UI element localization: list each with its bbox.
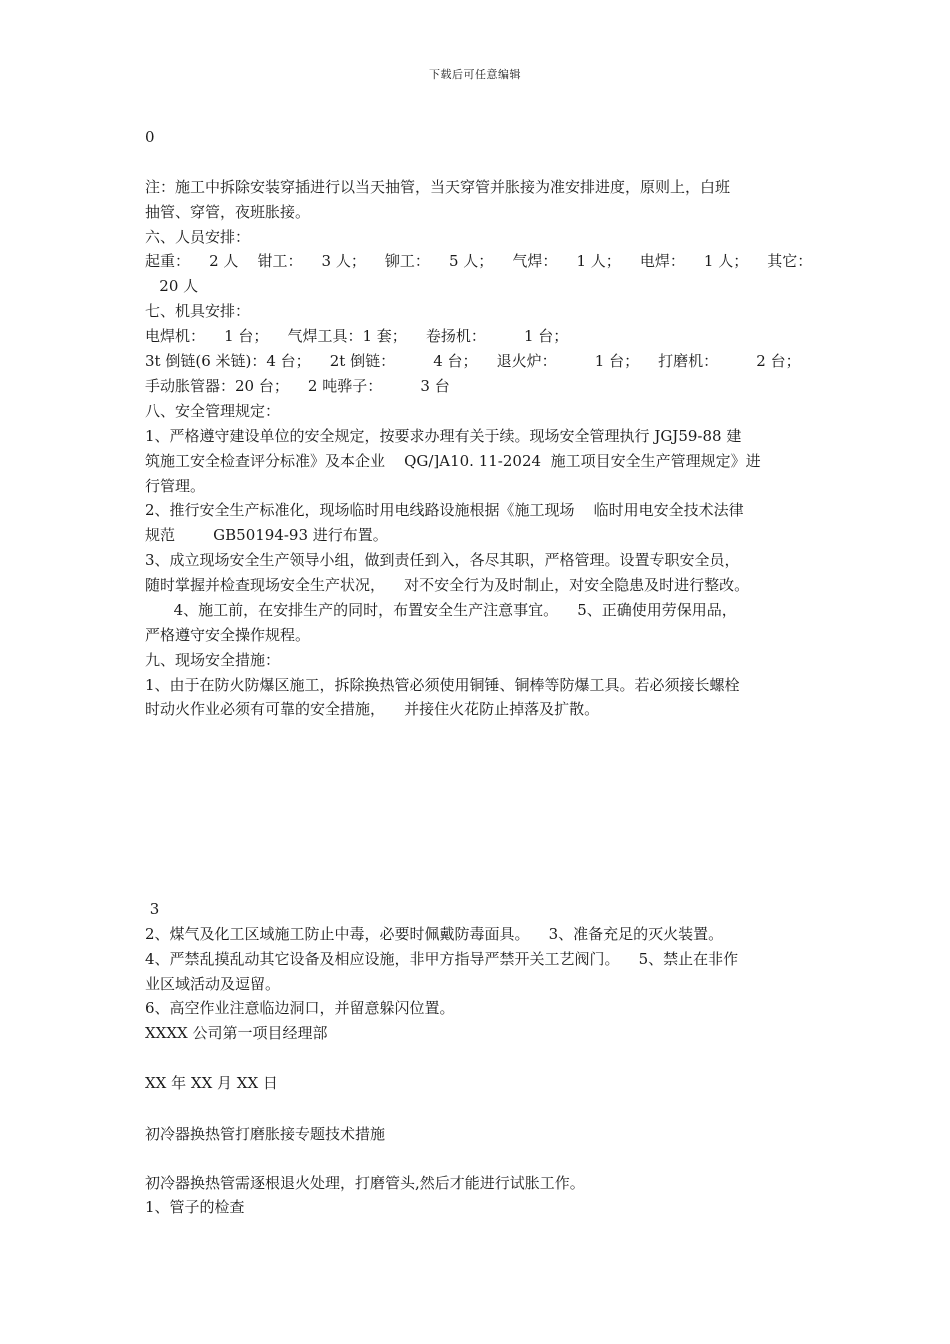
site-safety-1-line-1: 1、由于在防火防爆区施工，拆除换热管必须使用铜锤、铜棒等防爆工具。若必须接长螺栓 — [145, 676, 740, 694]
safety-rule-1-line-1: 1、严格遵守建设单位的安全规定，按要求办理有关于续。现场安全管理执行 JGJ59-88 建 — [145, 427, 742, 445]
equipment-line-2: 3t 倒链(6 米链)：4 台； 2t 倒链： 4 台； 退火炉： 1 台； 打磨机： 2 台； — [145, 352, 801, 370]
section-heading-equipment: 七、机具安排： — [145, 302, 251, 320]
safety-rule-1-line-2: 筑施工安全检查评分标准》及本企业 QG/]A10. 11-2024 施工项目安全生产管理规定》进 — [145, 452, 761, 470]
page-header: 下载后可任意编辑 — [429, 68, 521, 81]
personnel-line-1: 起重： 2 人 钳工： 3 人； 铆工： 5 人； 气焊： 1 人； 电焊： 1 人； 其它： — [145, 252, 813, 270]
safety-rule-2-line-2: 规范 GB50194-93 进行布置。 — [145, 526, 388, 544]
site-safety-4-5-line-2: 业区域活动及逗留。 — [145, 975, 281, 993]
signature-date: XX 年 XX 月 XX 日 — [145, 1074, 278, 1092]
safety-rule-1-line-3: 行管理。 — [145, 477, 206, 495]
section-heading-personnel: 六、人员安排： — [145, 228, 251, 246]
safety-rule-2-line-1: 2、推行安全生产标准化，现场临时用电线路设施根据《施工现场 临时用电安全技术法律 — [145, 501, 744, 519]
equipment-line-3: 手动胀管器：20 台； 2 吨骅子： 3 台 — [145, 377, 450, 395]
site-safety-4-5-line-1: 4、严禁乱摸乱动其它设备及相应设施，非甲方指导严禁开关工艺阀门。 5、禁止在非作 — [145, 950, 739, 968]
intro-paragraph: 初冷器换热管需逐根退火处理，打磨管头,然后才能进行试胀工作。 — [145, 1174, 585, 1192]
page-number-3: 3 — [145, 900, 160, 918]
safety-rule-3-line-1: 3、成立现场安全生产领导小组，做到责任到入，各尽其职，严格管理。设置专职安全员， — [145, 551, 740, 569]
personnel-line-2: 20 人 — [145, 277, 199, 295]
company-signature: XXXX 公司第一项目经理部 — [145, 1024, 328, 1042]
note-line-2: 抽管、穿管，夜班胀接。 — [145, 203, 311, 221]
page-number-0: 0 — [145, 128, 155, 146]
note-line-1: 注：施工中拆除安装穿插进行以当天抽管，当天穿管并胀接为准安排进度，原则上，白班 — [145, 178, 731, 196]
site-safety-1-line-2: 时动火作业必须有可靠的安全措施， 并接住火花防止掉落及扩散。 — [145, 700, 600, 718]
equipment-line-1: 电焊机： 1 台； 气焊工具：1 套； 卷扬机： 1 台； — [145, 327, 569, 345]
safety-rule-4-5-line-2: 严格遵守安全操作规程。 — [145, 626, 311, 644]
section-heading-site-safety: 九、现场安全措施： — [145, 651, 281, 669]
site-safety-2-3: 2、煤气及化工区域施工防止中毒，必要时佩戴防毒面具。 3、准备充足的灭火装置。 — [145, 925, 724, 943]
site-safety-6: 6、高空作业注意临边洞口，并留意躲闪位置。 — [145, 999, 455, 1017]
safety-rule-3-line-2: 随时掌握并检查现场安全生产状况， 对不安全行为及时制止，对安全隐患及时进行整改。 — [145, 576, 750, 594]
document-title: 初冷器换热管打磨胀接专题技术措施 — [145, 1125, 386, 1143]
section-heading-tube-inspection: 1、管子的检查 — [145, 1198, 245, 1216]
safety-rule-4-5-line-1: 4、施工前，在安排生产的同时，布置安全生产注意事宜。 5、正确使用劳保用品， — [145, 601, 737, 619]
section-heading-safety-rules: 八、安全管理规定： — [145, 402, 281, 420]
